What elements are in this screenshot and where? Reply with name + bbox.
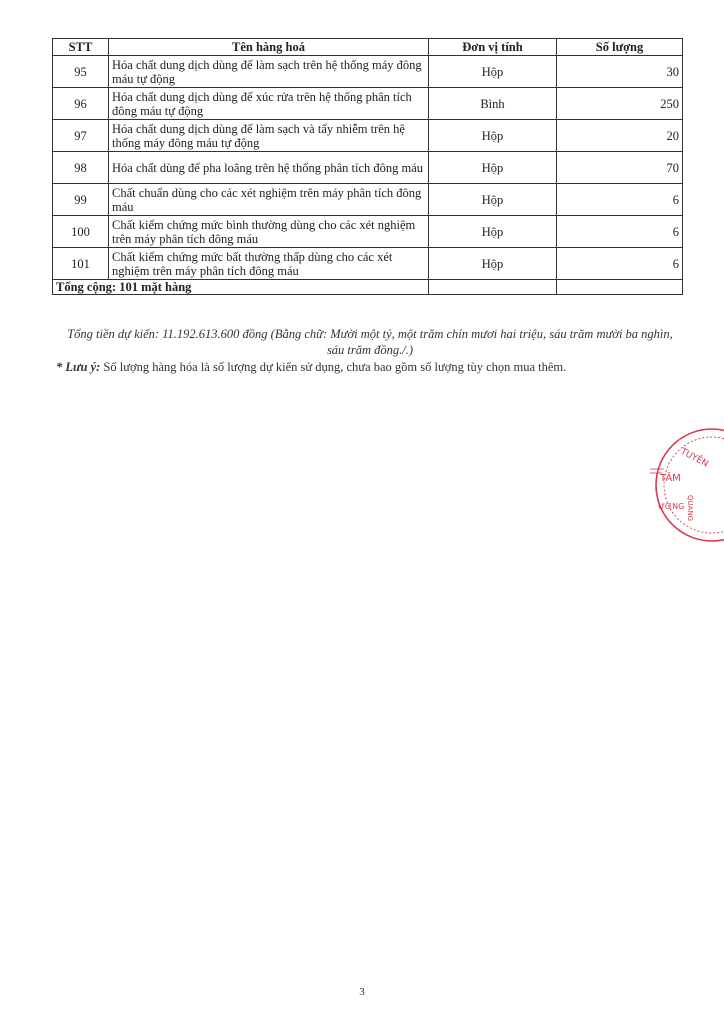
row-name: Hóa chất dung dịch dùng để làm sạch trên hệ thống máy đông máu tự động: [109, 56, 429, 88]
total-unit-cell: [429, 280, 557, 295]
table-row: [53, 152, 683, 184]
row-stt: 98: [53, 152, 109, 184]
seal-outer-ring: [656, 429, 724, 541]
row-name: Chất kiểm chứng mức bất thường thấp dùng cho các xét nghiệm trên máy phân tích đông máu: [109, 248, 429, 280]
row-name: Hóa chất dung dịch dùng để làm sạch và tẩy nhiễm trên hệ thống máy đông máu tự động: [109, 120, 429, 152]
row-unit: Hộp: [429, 120, 557, 152]
row-unit: Hộp: [429, 248, 557, 280]
row-stt: 97: [53, 120, 109, 152]
header-unit: Đơn vị tính: [429, 39, 557, 56]
row-stt: 95: [53, 56, 109, 88]
header-name: Tên hàng hoá: [109, 39, 429, 56]
seal-text-side: QUANG: [686, 495, 694, 522]
total-qty-cell: [557, 280, 683, 295]
table-total-row: [53, 280, 683, 295]
row-qty: 6: [557, 248, 683, 280]
note-label: * Lưu ý:: [56, 360, 101, 374]
row-stt: 101: [53, 248, 109, 280]
row-qty: 6: [557, 184, 683, 216]
header-stt: STT: [53, 39, 109, 56]
row-unit: Hộp: [429, 56, 557, 88]
row-unit: Hộp: [429, 184, 557, 216]
total-label: Tổng cộng: 101 mặt hàng: [53, 280, 429, 295]
table-row: [53, 88, 683, 120]
row-stt: 99: [53, 184, 109, 216]
estimated-total-text: [60, 326, 680, 358]
goods-table: [52, 38, 683, 295]
row-stt: 96: [53, 88, 109, 120]
row-name: Hóa chất dung dịch dùng để xúc rửa trên hệ thống phân tích đông máu tự động: [109, 88, 429, 120]
seal-text-top: TUYÊN: [678, 446, 710, 470]
estimated-total-line-2: sáu trăm đồng./.): [326, 343, 414, 357]
row-unit: Bình: [429, 88, 557, 120]
page-number: 3: [359, 986, 365, 998]
row-name: Chất kiểm chứng mức bình thường dùng cho các xét nghiệm trên máy phân tích đông máu: [109, 216, 429, 248]
header-qty: Số lượng: [557, 39, 683, 56]
row-qty: 70: [557, 152, 683, 184]
table-row: [53, 56, 683, 88]
table-row: [53, 120, 683, 152]
table-row: [53, 184, 683, 216]
seal-text-bottom: ƯƠNG: [658, 502, 685, 511]
row-unit: Hộp: [429, 216, 557, 248]
estimated-total-line-1: Tổng tiền dự kiến: 11.192.613.600 đồng (Bằng chữ: Mười một tỷ, một trăm chín mươi hai triệu, sáu trăm mười ba nghìn,: [67, 327, 673, 341]
row-qty: 6: [557, 216, 683, 248]
row-qty: 20: [557, 120, 683, 152]
row-stt: 100: [53, 216, 109, 248]
table-header-row: [53, 39, 683, 56]
seal-text-middle: TÂM: [660, 473, 681, 484]
note: [56, 360, 696, 375]
row-name: Hóa chất dùng để pha loãng trên hệ thống phân tích đông máu: [109, 152, 429, 184]
official-seal-stamp: [640, 425, 724, 547]
table-row: [53, 248, 683, 280]
row-qty: 30: [557, 56, 683, 88]
table-row: [53, 216, 683, 248]
row-unit: Hộp: [429, 152, 557, 184]
row-qty: 250: [557, 88, 683, 120]
note-text: Số lượng hàng hóa là số lượng dự kiến sử dụng, chưa bao gồm số lượng tùy chọn mua thêm.: [103, 360, 567, 374]
row-name: Chất chuẩn dùng cho các xét nghiệm trên máy phân tích đông máu: [109, 184, 429, 216]
